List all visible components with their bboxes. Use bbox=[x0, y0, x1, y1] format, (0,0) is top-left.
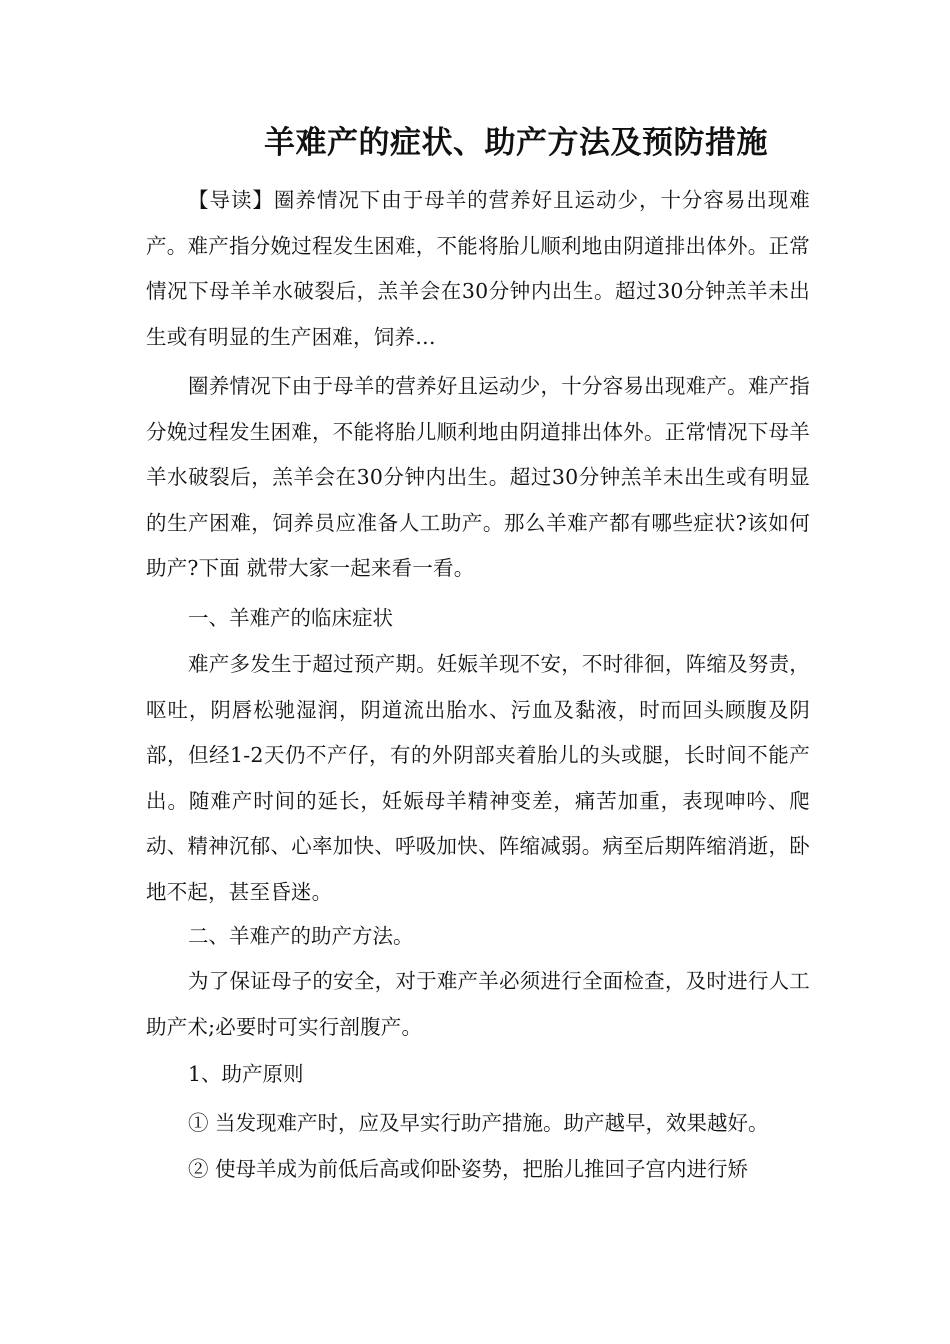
section-heading-methods: 二、羊难产的助产方法。 bbox=[188, 924, 414, 948]
body-paragraph-1: 圈养情况下由于母羊的营养好且运动少，十分容易出现难产。难产指分娩过程发生困难，不能将胎儿顺利地由阴道排出体外。正常情况下母羊羊水破裂后，羔羊会在30分钟内出生。超过30分钟羔羊未出生或有明显的生产困难，饲养员应准备人工助产。那么羊难产都有哪些症状?该如何助产?下面 就带大家一起来看一看。 bbox=[146, 374, 810, 580]
section-heading-symptoms: 一、羊难产的临床症状 bbox=[188, 606, 393, 630]
body-paragraph-3: 为了保证母子的安全，对于难产羊必须进行全面检查，及时进行人工助产术;必要时可实行剖腹产。 bbox=[146, 969, 810, 1039]
document-title: 羊难产的症状、助产方法及预防措施 bbox=[264, 125, 768, 161]
subheading-principles: 1、助产原则 bbox=[188, 1062, 304, 1086]
list-item-2: ② 使母羊成为前低后高或仰卧姿势，把胎儿推回子宫内进行矫 bbox=[188, 1157, 749, 1181]
list-item-1: ① 当发现难产时，应及早实行助产措施。助产越早，效果越好。 bbox=[188, 1111, 769, 1135]
body-paragraph-2: 难产多发生于超过预产期。妊娠羊现不安，不时徘徊，阵缩及努责，呕吐，阴唇松驰湿润，阴道流出胎水、污血及黏液，时而回头顾腹及阴部，但经1-2天仍不产仔，有的外阴部夹着胎儿的头或腿，长时间不能产出。随难产时间的延长，妊娠母羊精神变差，痛苦加重，表现呻吟、爬动、精神沉郁、心率加快、呼吸加快、阵缩减弱。病至后期阵缩消逝，卧地不起，甚至昏迷。 bbox=[146, 652, 810, 904]
intro-paragraph: 【导读】圈养情况下由于母羊的营养好且运动少，十分容易出现难产。难产指分娩过程发生困难，不能将胎儿顺利地由阴道排出体外。正常情况下母羊羊水破裂后，羔羊会在30分钟内出生。超过30分钟羔羊未出生或有明显的生产困难，饲养… bbox=[146, 188, 810, 349]
